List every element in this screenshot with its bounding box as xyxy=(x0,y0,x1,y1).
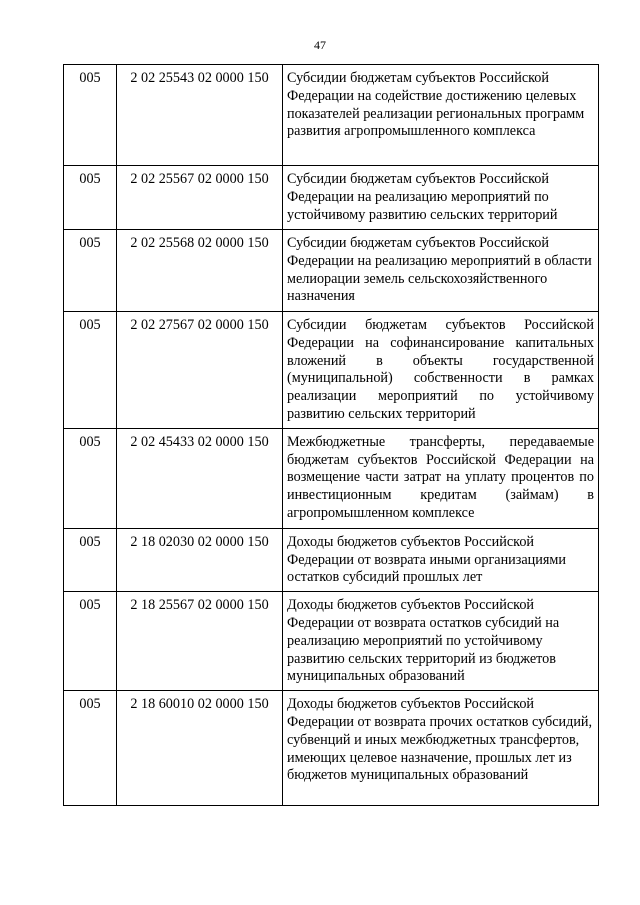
admin-code-cell: 005 xyxy=(64,691,117,806)
budget-code-cell: 2 02 25567 02 0000 150 xyxy=(117,166,283,230)
budget-code-cell: 2 18 60010 02 0000 150 xyxy=(117,691,283,806)
admin-code-cell: 005 xyxy=(64,65,117,166)
table-row xyxy=(64,312,599,429)
budget-classification-table xyxy=(63,64,599,806)
table-row xyxy=(64,65,599,166)
table-row xyxy=(64,592,599,691)
table-row xyxy=(64,166,599,230)
budget-code-cell: 2 02 45433 02 0000 150 xyxy=(117,428,283,528)
revenue-name-cell: Доходы бюджетов субъектов Российской Федерации от возврата остатков субсидий на реализацию мероприятий по устойчивому развитию сельских территорий из бюджетов муниципальных образований xyxy=(283,592,599,691)
admin-code-cell: 005 xyxy=(64,528,117,591)
page-number: 47 xyxy=(314,38,326,52)
revenue-name-cell: Доходы бюджетов субъектов Российской Федерации от возврата иными организациями остатков субсидий прошлых лет xyxy=(283,528,599,591)
revenue-name-cell: Субсидии бюджетам субъектов Российской Федерации на реализацию мероприятий в области мелиорации земель сельскохозяйственного назначения xyxy=(283,230,599,312)
revenue-name-cell: Субсидии бюджетам субъектов Российской Федерации на софинансирование капитальных вложений в объекты государственной (муниципальной) собственности в рамках реализации мероприятий по устойчивому развитию сельских территорий xyxy=(283,312,599,429)
budget-code-cell: 2 02 27567 02 0000 150 xyxy=(117,312,283,429)
admin-code-cell: 005 xyxy=(64,428,117,528)
admin-code-cell: 005 xyxy=(64,592,117,691)
revenue-name-cell: Субсидии бюджетам субъектов Российской Федерации на содействие достижению целевых показателей реализации региональных программ развития агропромышленного комплекса xyxy=(283,65,599,166)
table-row xyxy=(64,691,599,806)
admin-code-cell: 005 xyxy=(64,312,117,429)
admin-code-cell: 005 xyxy=(64,166,117,230)
budget-code-cell: 2 18 25567 02 0000 150 xyxy=(117,592,283,691)
budget-code-cell: 2 02 25568 02 0000 150 xyxy=(117,230,283,312)
budget-code-cell: 2 02 25543 02 0000 150 xyxy=(117,65,283,166)
revenue-name-cell: Субсидии бюджетам субъектов Российской Федерации на реализацию мероприятий по устойчивому развитию сельских территорий xyxy=(283,166,599,230)
revenue-name-cell: Межбюджетные трансферты, передаваемые бюджетам субъектов Российской Федерации на возмещение части затрат на уплату процентов по инвестиционным кредитам (займам) в агропромышленном комплексе xyxy=(283,428,599,528)
budget-code-cell: 2 18 02030 02 0000 150 xyxy=(117,528,283,591)
admin-code-cell: 005 xyxy=(64,230,117,312)
table-row xyxy=(64,428,599,528)
revenue-name-cell: Доходы бюджетов субъектов Российской Федерации от возврата прочих остатков субсидий, субвенций и иных межбюджетных трансфертов, имеющих целевое назначение, прошлых лет из бюджетов муниципальных образований xyxy=(283,691,599,806)
table-row xyxy=(64,528,599,591)
table-row xyxy=(64,230,599,312)
